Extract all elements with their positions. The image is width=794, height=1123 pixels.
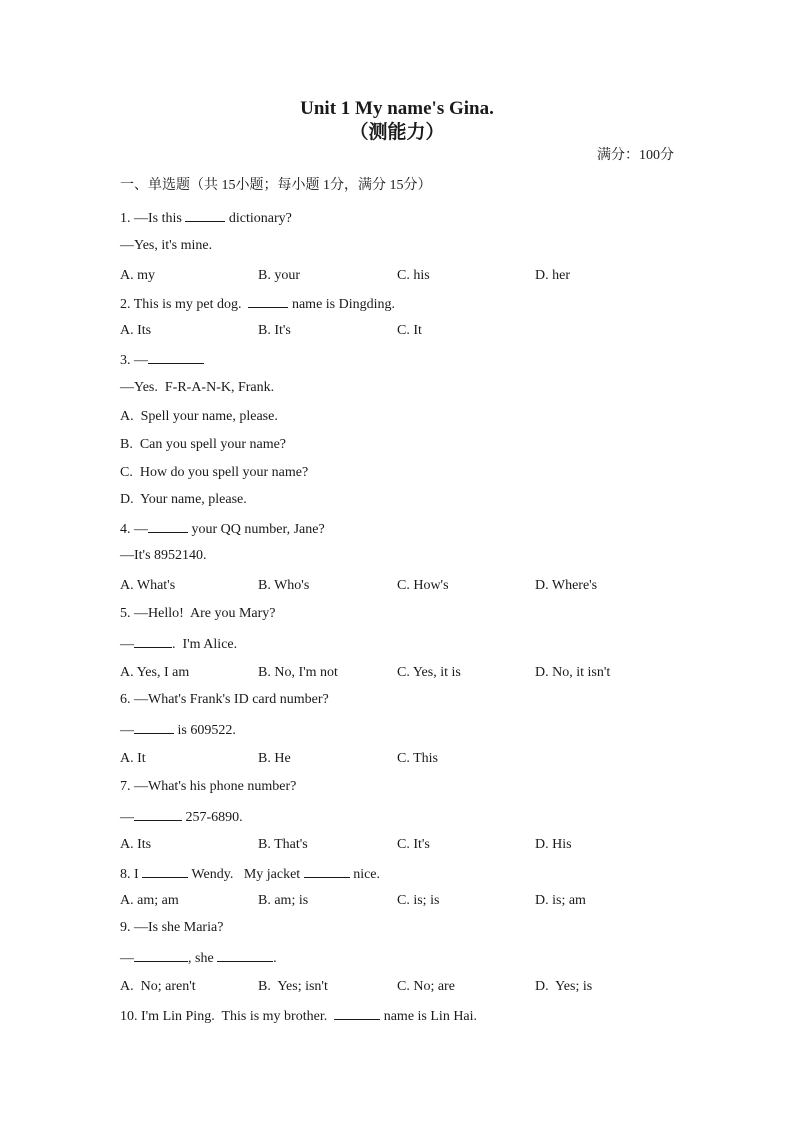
question-text: —Yes. F-R-A-N-K, Frank. (120, 380, 275, 395)
question-text: nice. (349, 867, 381, 882)
answer-option: D. Your name, please. (120, 492, 247, 507)
question-line (120, 207, 292, 229)
total-score: 满分：100分 (597, 148, 674, 163)
answer-option: B. That's (258, 837, 308, 852)
answer-blank (148, 349, 204, 364)
question-line (120, 378, 274, 398)
section-heading: 一、单选题（共 15小题；每小题 1分，满分 15分） (120, 178, 432, 193)
question-text: , she (188, 951, 218, 966)
answer-option: A. What's (120, 578, 176, 593)
answer-blank (134, 806, 182, 821)
question-text: 257-6890. (182, 810, 243, 825)
answer-blank (134, 947, 188, 962)
question-line (120, 604, 276, 624)
question-text: 3. — (120, 353, 148, 368)
question-text: 9. —Is she Maria? (120, 920, 224, 935)
question-line (120, 918, 223, 938)
answer-option: D. No, it isn't (535, 665, 611, 680)
answer-option: A. Yes, I am (120, 665, 190, 680)
question-text: —Yes, it's mine. (120, 238, 213, 253)
answer-option: A. It (120, 751, 146, 766)
answer-blank (304, 863, 350, 878)
answer-option: C. It (397, 323, 422, 338)
answer-option: A. Spell your name, please. (120, 409, 278, 424)
question-text: — (120, 951, 134, 966)
question-line (120, 236, 212, 256)
question-line (120, 546, 207, 566)
answer-option: C. It's (397, 837, 430, 852)
answer-option: D. her (535, 268, 570, 283)
question-text: 6. —What's Frank's ID card number? (120, 692, 329, 707)
answer-option: B. No, I'm not (258, 665, 338, 680)
answer-option: C. is; is (397, 893, 440, 908)
question-text: your QQ number, Jane? (188, 522, 325, 537)
answer-blank (217, 947, 273, 962)
answer-blank (334, 1005, 380, 1020)
question-text: 1. —Is this (120, 211, 186, 226)
question-text: 8. I (120, 867, 143, 882)
question-line (120, 863, 380, 885)
answer-option: D. His (535, 837, 572, 852)
question-line (120, 518, 325, 540)
answer-blank (134, 719, 174, 734)
answer-option: A. Its (120, 323, 152, 338)
question-text: name is Lin Hai. (380, 1009, 478, 1024)
answer-option: B. your (258, 268, 300, 283)
answer-blank (142, 863, 188, 878)
page-title: Unit 1 My name's Gina. (300, 98, 494, 119)
answer-option: C. his (397, 268, 430, 283)
question-text: — (120, 810, 134, 825)
question-line (120, 633, 237, 655)
answer-option: A. am; am (120, 893, 179, 908)
question-line (120, 719, 236, 741)
question-text: . (273, 951, 277, 966)
answer-option: A. my (120, 268, 155, 283)
answer-option: C. Yes, it is (397, 665, 461, 680)
answer-option: B. am; is (258, 893, 309, 908)
answer-blank (185, 207, 225, 222)
question-line (120, 349, 204, 371)
question-line (120, 690, 329, 710)
answer-blank (248, 293, 288, 308)
question-line (120, 947, 277, 969)
answer-option: D. Yes; is (535, 979, 593, 994)
answer-option: C. No; are (397, 979, 455, 994)
answer-option: D. is; am (535, 893, 586, 908)
answer-option: A. No; aren't (120, 979, 196, 994)
page-subtitle: （测能力） (349, 122, 445, 143)
question-text: 2. This is my pet dog. (120, 297, 249, 312)
answer-option: B. Can you spell your name? (120, 437, 287, 452)
question-text: Wendy. My jacket (188, 867, 304, 882)
question-line (120, 293, 395, 315)
question-text: 7. —What's his phone number? (120, 779, 297, 794)
answer-blank (148, 518, 188, 533)
question-text: 4. — (120, 522, 148, 537)
answer-option: B. Who's (258, 578, 310, 593)
answer-option: B. It's (258, 323, 291, 338)
question-text: . I'm Alice. (172, 637, 238, 652)
question-text: —It's 8952140. (120, 548, 207, 563)
answer-option: B. He (258, 751, 291, 766)
question-line (120, 806, 243, 828)
answer-option: C. This (397, 751, 438, 766)
question-text: is 609522. (174, 723, 236, 738)
answer-option: A. Its (120, 837, 152, 852)
question-text: name is Dingding. (288, 297, 396, 312)
answer-option: C. How's (397, 578, 449, 593)
question-text: dictionary? (225, 211, 292, 226)
answer-blank (134, 633, 172, 648)
answer-option: B. Yes; isn't (258, 979, 328, 994)
answer-option: D. Where's (535, 578, 598, 593)
answer-option: C. How do you spell your name? (120, 465, 309, 480)
question-text: 5. —Hello! Are you Mary? (120, 606, 276, 621)
question-text: 10. I'm Lin Ping. This is my brother. (120, 1009, 335, 1024)
question-text: — (120, 723, 134, 738)
question-line (120, 777, 296, 797)
question-line (120, 1005, 477, 1027)
question-text: — (120, 637, 134, 652)
